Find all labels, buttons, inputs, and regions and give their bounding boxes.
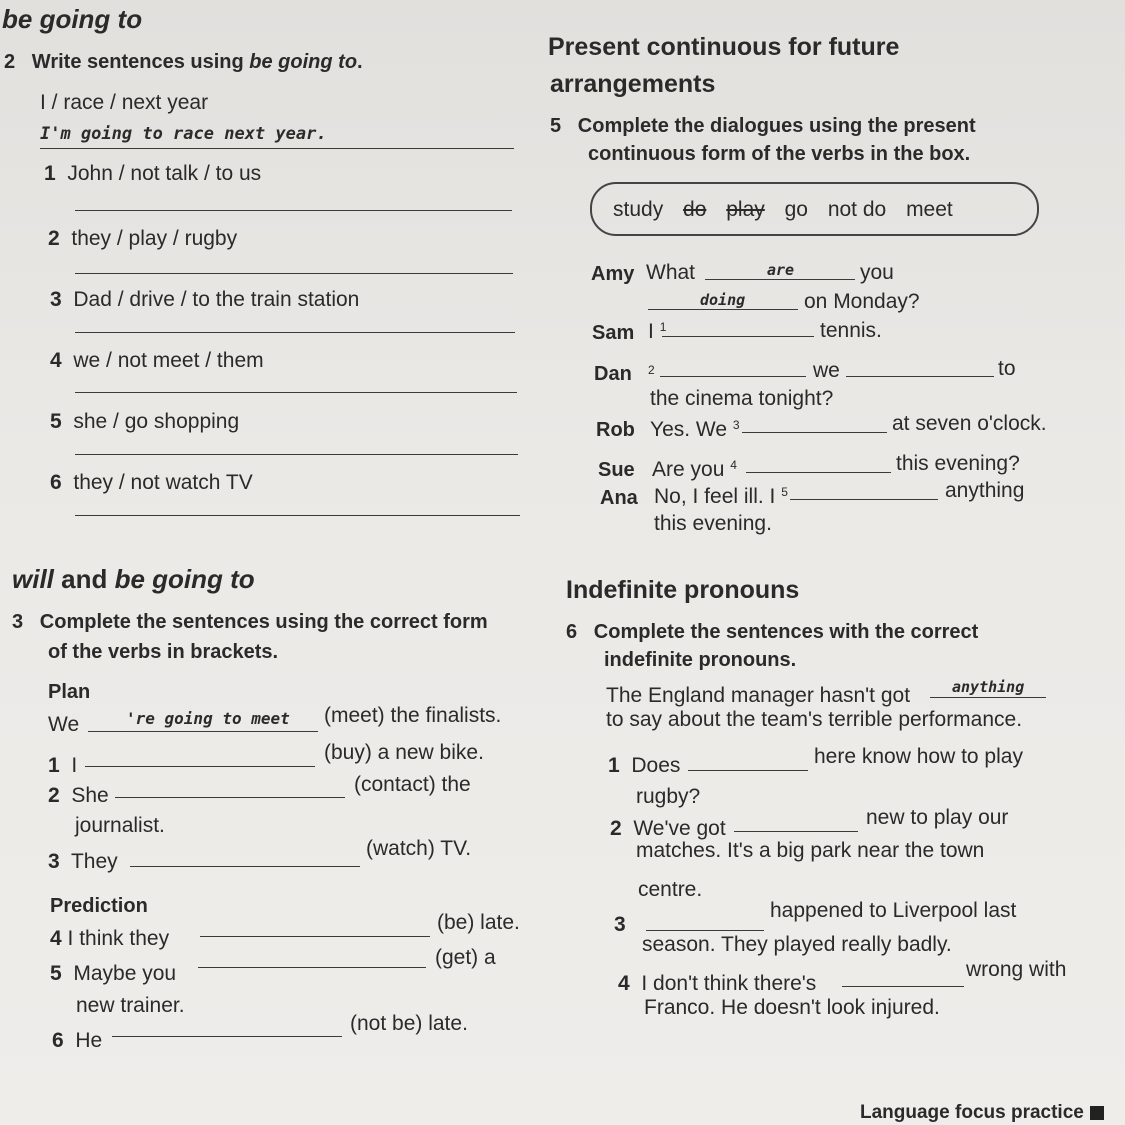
- box-word: study: [613, 198, 664, 221]
- answer-line[interactable]: [688, 770, 808, 771]
- amy-answer-2: doing: [700, 291, 746, 309]
- exercise-3-item-1: 1 I: [48, 754, 78, 777]
- exercise-6-item-3-post: happened to Liverpool last: [770, 899, 1017, 922]
- answer-line-5[interactable]: [790, 499, 938, 500]
- answer-line[interactable]: [200, 936, 430, 937]
- exercise-3-item-5: 5 Maybe you: [50, 962, 177, 985]
- verb-box-words: [613, 198, 967, 222]
- footer-square-icon: [1090, 1106, 1104, 1120]
- exercise-6-item-1-line2: rugby?: [636, 785, 701, 808]
- exercise-6-instruction-line1: 6 Complete the sentences with the correct: [566, 621, 979, 643]
- dan-line-mid: we: [813, 359, 840, 382]
- dan-line-post: to: [998, 357, 1016, 380]
- exercise-6-instruction-line2: indefinite pronouns.: [604, 649, 797, 671]
- exercise-6-item-2-line2: matches. It's a big park near the town: [636, 839, 985, 862]
- answer-line-3[interactable]: [742, 432, 887, 433]
- exercise-3-instruction-line2: of the verbs in brackets.: [48, 641, 279, 663]
- exercise-2-item-2: 2 they / play / rugby: [48, 227, 238, 250]
- exercise-3-item-2: 2 She: [48, 784, 109, 807]
- section-heading-indefinite-pronouns: Indefinite pronouns: [566, 576, 800, 604]
- exercise-6-example-answer: anything: [952, 678, 1025, 696]
- answer-line[interactable]: [112, 1036, 342, 1037]
- box-word: not do: [827, 198, 887, 221]
- speaker-dan: Dan: [594, 363, 632, 385]
- rob-line-post: at seven o'clock.: [892, 412, 1047, 435]
- exercise-6-item-1-post: here know how to play: [814, 745, 1023, 768]
- exercise-6-item-2: 2 We've got: [610, 817, 726, 840]
- answer-line: [648, 309, 798, 310]
- rob-line-pre: Yes. We $^3$: [650, 418, 740, 441]
- answer-line[interactable]: [75, 332, 515, 333]
- sam-line-post: tennis.: [820, 319, 882, 342]
- exercise-3-item-3: 3 They: [48, 850, 118, 873]
- speaker-amy: Amy: [591, 263, 635, 285]
- exercise-3-instruction-line1: 3 Complete the sentences using the correct form: [12, 611, 488, 633]
- amy-answer-1: are: [767, 261, 795, 279]
- exercise-6-item-3: 3: [614, 913, 626, 936]
- exercise-2-item-1: 1 John / not talk / to us: [44, 162, 262, 185]
- answer-line-2[interactable]: [660, 376, 806, 377]
- speaker-rob: Rob: [596, 419, 635, 441]
- prediction-label: Prediction: [50, 895, 148, 917]
- exercise-6-item-2-post: new to play our: [866, 806, 1009, 829]
- plan-label: Plan: [48, 681, 91, 703]
- answer-line: [88, 731, 318, 732]
- footer-label: Language focus practice: [860, 1102, 1104, 1124]
- box-word-crossed: do: [683, 198, 707, 221]
- exercise-2-item-6: 6 they / not watch TV: [50, 471, 253, 494]
- ana-line-pre: No, I feel ill. I $^5$: [654, 485, 788, 508]
- answer-line: [705, 279, 855, 280]
- exercise-3-item-4-verb: (be) late.: [437, 911, 520, 934]
- dan-sup: 2: [648, 363, 655, 377]
- dan-line-2: the cinema tonight?: [650, 387, 834, 410]
- example-pre: We: [48, 713, 80, 736]
- answer-line[interactable]: [734, 831, 858, 832]
- ana-line-post: anything: [945, 479, 1025, 502]
- exercise-3-item-2-verb: (contact) the: [354, 773, 471, 796]
- answer-line-1[interactable]: [662, 336, 814, 337]
- example-prompt: I / race / next year: [40, 91, 209, 114]
- answer-line-4[interactable]: [746, 472, 891, 473]
- exercise-3-item-5-line2: new trainer.: [76, 994, 185, 1017]
- section-heading-present-continuous-line2: arrangements: [550, 70, 716, 98]
- answer-line: [930, 697, 1046, 698]
- exercise-6-item-4-post: wrong with: [966, 958, 1067, 981]
- amy-line-2: on Monday?: [804, 290, 920, 313]
- sue-line-post: this evening?: [896, 452, 1020, 475]
- exercise-5-instruction-line1: 5 Complete the dialogues using the present: [550, 115, 976, 137]
- exercise-6-item-2-line3: centre.: [638, 878, 703, 901]
- example-answer: I'm going to race next year.: [40, 124, 327, 144]
- section-heading-will-and-be-going-to: will and be going to: [12, 564, 255, 594]
- exercise-6-item-3-line2: season. They played really badly.: [642, 933, 952, 956]
- exercise-6-item-4: 4 I don't think there's: [618, 972, 817, 995]
- answer-line[interactable]: [130, 866, 360, 867]
- box-word: go: [784, 198, 808, 221]
- exercise-2-item-3: 3 Dad / drive / to the train station: [50, 288, 360, 311]
- box-word-crossed: play: [726, 198, 765, 221]
- box-word: meet: [906, 198, 953, 221]
- answer-line[interactable]: [646, 930, 764, 931]
- answer-line[interactable]: [846, 376, 994, 377]
- section-heading-present-continuous: Present continuous for future: [548, 33, 900, 61]
- exercise-3-item-6-verb: (not be) late.: [350, 1012, 468, 1035]
- exercise-2-item-5: 5 she / go shopping: [50, 410, 240, 433]
- example-post: (meet) the finalists.: [324, 704, 502, 727]
- section-heading-be-going-to: be going to: [2, 4, 143, 34]
- exercise-3-item-3-verb: (watch) TV.: [366, 837, 472, 860]
- answer-line: [40, 148, 514, 149]
- answer-line[interactable]: [75, 392, 517, 393]
- answer-line[interactable]: [842, 986, 964, 987]
- exercise-3-item-6: 6 He: [52, 1029, 103, 1052]
- exercise-3-item-1-verb: (buy) a new bike.: [324, 741, 484, 764]
- answer-line[interactable]: [85, 766, 315, 767]
- answer-line[interactable]: [198, 967, 426, 968]
- speaker-ana: Ana: [600, 487, 638, 509]
- exercise-6-item-4-line2: Franco. He doesn't look injured.: [644, 996, 940, 1019]
- answer-line[interactable]: [75, 515, 520, 516]
- answer-line[interactable]: [75, 210, 512, 211]
- exercise-2-instruction: 2 Write sentences using be going to.: [4, 51, 363, 73]
- speaker-sue: Sue: [598, 459, 635, 481]
- speaker-sam: Sam: [592, 322, 635, 344]
- answer-line[interactable]: [75, 454, 518, 455]
- exercise-5-instruction-line2: continuous form of the verbs in the box.: [588, 143, 971, 165]
- answer-line[interactable]: [115, 797, 345, 798]
- example-answer: 're going to meet: [126, 709, 290, 728]
- sam-line-pre: I $^1$: [648, 320, 667, 343]
- exercise-6-example-line2: to say about the team's terrible performance.: [606, 708, 1023, 731]
- exercise-3-item-5-verb: (get) a: [435, 946, 496, 969]
- exercise-3-item-4: 4 I think they: [50, 927, 170, 950]
- exercise-3-item-2-line2: journalist.: [75, 814, 165, 837]
- answer-line[interactable]: [75, 273, 513, 274]
- sue-line-pre: Are you $^4$: [652, 458, 737, 481]
- exercise-6-item-1: 1 Does: [608, 754, 681, 777]
- exercise-2-item-4: 4 we / not meet / them: [50, 349, 264, 372]
- ana-line-2: this evening.: [654, 512, 772, 535]
- amy-line-pre: What: [646, 261, 696, 284]
- exercise-number: 2: [4, 51, 16, 73]
- exercise-6-example-line1: The England manager hasn't got: [606, 684, 911, 707]
- amy-line-post: you: [860, 261, 894, 284]
